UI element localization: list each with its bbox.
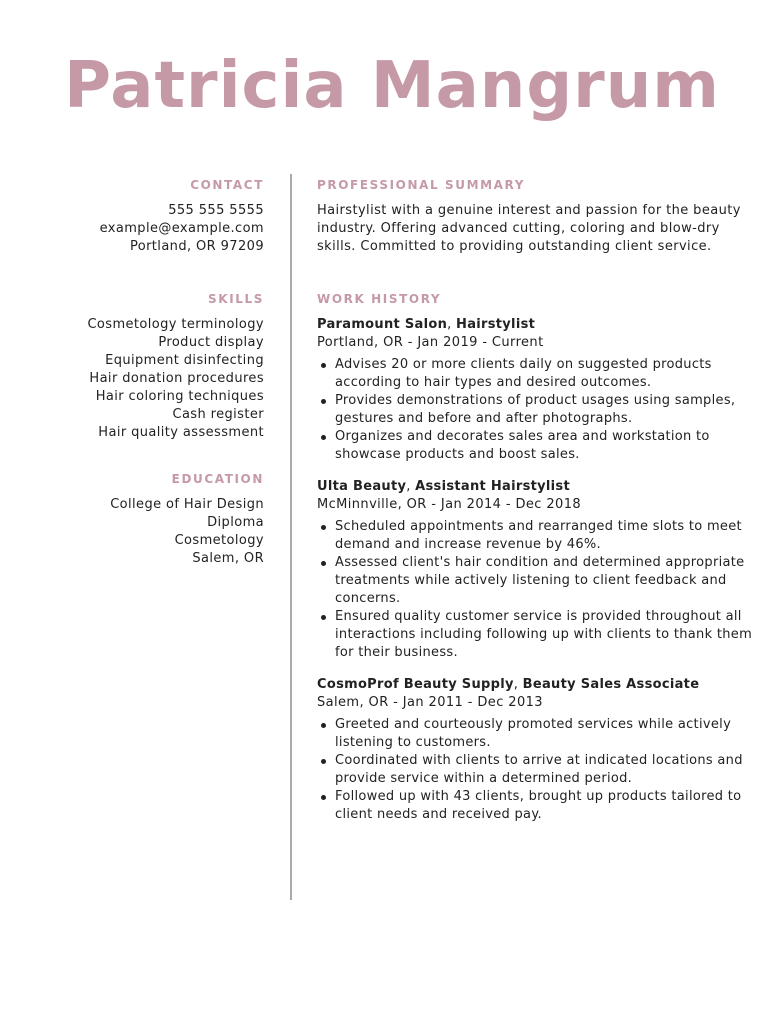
education-heading: EDUCATION: [171, 472, 264, 486]
job-meta: Portland, OR - Jan 2019 - Current: [317, 335, 544, 350]
skill-item: Equipment disinfecting: [105, 353, 264, 368]
contact-email: example@example.com: [99, 221, 264, 236]
job-title: Beauty Sales Associate: [522, 677, 700, 692]
skills-section: [40, 290, 264, 442]
job-company: Paramount Salon: [317, 317, 448, 332]
skills-heading: SKILLS: [208, 292, 264, 306]
job-meta: McMinnville, OR - Jan 2014 - Dec 2018: [317, 497, 582, 512]
job-bullet: Greeted and courteously promoted services while actively listening to customers.: [317, 716, 757, 752]
job-bullets: [317, 356, 757, 464]
skill-item: Hair donation procedures: [89, 371, 264, 386]
summary-line: Hairstylist with a genuine interest and passion for the beauty: [317, 203, 741, 218]
job-title-line: CosmoProf Beauty Supply, Beauty Sales Associate: [317, 677, 700, 692]
summary-line: industry. Offering advanced cutting, coloring and blow-dry: [317, 221, 720, 236]
skill-item: Hair quality assessment: [98, 425, 264, 440]
resume-name: Patricia Mangrum: [64, 49, 720, 123]
job-bullet: Provides demonstrations of product usages using samples, gestures and before and after photographs.: [317, 392, 757, 428]
job-bullet: Followed up with 43 clients, brought up products tailored to client needs and received pay.: [317, 788, 757, 824]
job-entry: [317, 316, 757, 464]
job-entry: [317, 676, 757, 824]
skill-item: Cosmetology terminology: [87, 317, 264, 332]
job-bullet: Advises 20 or more clients daily on suggested products according to hair types and desired outcomes.: [317, 356, 757, 392]
summary-heading: PROFESSIONAL SUMMARY: [317, 178, 526, 192]
education-field: Cosmetology: [174, 533, 264, 548]
column-divider: [290, 174, 292, 900]
job-bullets: [317, 716, 757, 824]
job-bullet: Ensured quality customer service is provided throughout all interactions including following up with clients to thank them for their business.: [317, 608, 757, 662]
job-title: Hairstylist: [456, 317, 536, 332]
contact-phone: 555 555 5555: [168, 203, 264, 218]
job-company: CosmoProf Beauty Supply: [317, 677, 514, 692]
job-meta: Salem, OR - Jan 2011 - Dec 2013: [317, 695, 543, 710]
skill-item: Hair coloring techniques: [95, 389, 264, 404]
right-column: [317, 176, 757, 838]
contact-section: [40, 176, 264, 256]
education-location: Salem, OR: [192, 551, 264, 566]
summary-section: [317, 176, 757, 256]
summary-line: skills. Committed to providing outstanding client service.: [317, 239, 712, 254]
job-bullets: [317, 518, 757, 662]
job-title-line: Paramount Salon, Hairstylist: [317, 317, 536, 332]
job-company: Ulta Beauty: [317, 479, 407, 494]
job-entry: [317, 478, 757, 662]
skill-item: Cash register: [172, 407, 264, 422]
job-bullet: Organizes and decorates sales area and workstation to showcase products and boost sales.: [317, 428, 757, 464]
education-section: [40, 470, 264, 568]
education-degree: Diploma: [207, 515, 264, 530]
education-school: College of Hair Design: [110, 497, 264, 512]
contact-location: Portland, OR 97209: [129, 239, 264, 254]
skill-item: Product display: [158, 335, 264, 350]
left-column: [40, 176, 264, 568]
work-heading: WORK HISTORY: [317, 292, 442, 306]
job-bullet: Assessed client's hair condition and determined appropriate treatments while actively listening to client feedback and concerns.: [317, 554, 757, 608]
job-title: Assistant Hairstylist: [415, 479, 570, 494]
job-bullet: Scheduled appointments and rearranged time slots to meet demand and increase revenue by 46%.: [317, 518, 757, 554]
contact-heading: CONTACT: [190, 178, 264, 192]
job-title-line: Ulta Beauty, Assistant Hairstylist: [317, 479, 570, 494]
job-bullet: Coordinated with clients to arrive at indicated locations and provide service within a determined period.: [317, 752, 757, 788]
work-history-section: [317, 290, 757, 824]
